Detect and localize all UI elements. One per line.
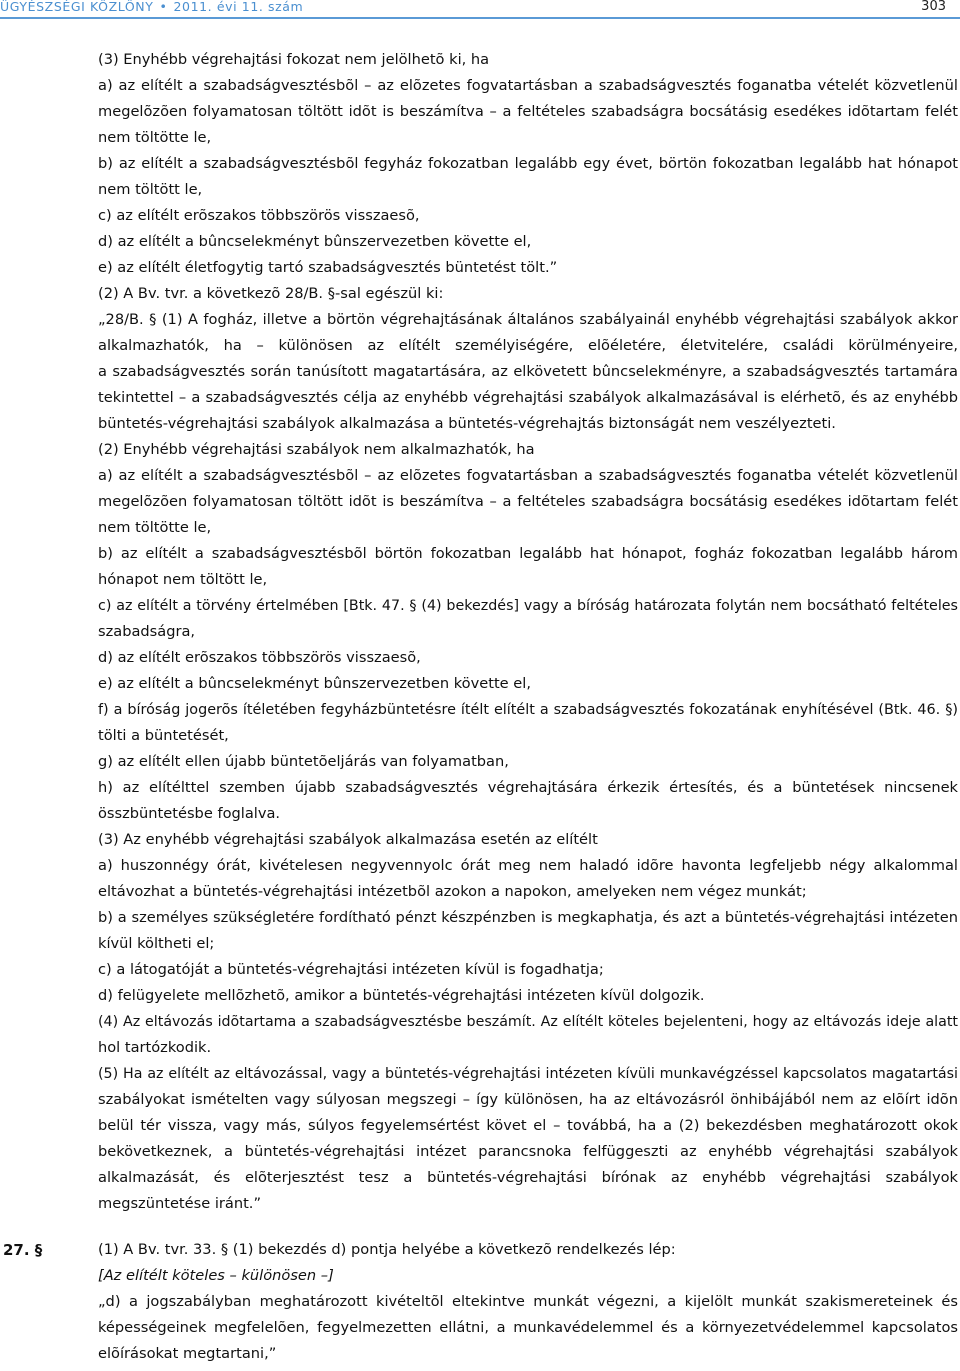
text-line: c) az elítélt a törvény értelmében [Btk. 47. § (4) bekezdés] vagy a bíróság határozata folytán nem bocsátható feltételes	[98, 598, 958, 614]
text-line: elõírásokat megtartani,”	[98, 1345, 277, 1362]
journal-title: ÜGYÉSZSÉGI KÖZLÖNY	[0, 0, 154, 14]
text-line: tekintettel – a szabadságvesztés célja az enyhébb végrehajtási szabályok alkalmazásával is elérhetõ, és az enyhébb	[98, 389, 958, 406]
bullet-separator: •	[159, 0, 168, 14]
text-line: (4) Az eltávozás idõtartama a szabadságvesztésbe beszámít. Az elítélt köteles bejelenteni, hogy az eltávozás ideje alatt	[98, 1014, 958, 1030]
text-line: szabályokat ismételten vagy súlyosan megszegi – így különösen, ha az eltávozásról önhibájából nem az elõírt idõn	[98, 1091, 958, 1108]
text-line: d) felügyelete mellõzhetõ, amikor a büntetés-végrehajtási intézeten kívül dolgozik.	[98, 987, 705, 1004]
page-number: 303	[921, 0, 946, 14]
text-line: a) huszonnégy órát, kivételesen negyvennyolc órát meg nem haladó idõre havonta legfeljebb négy alkalommal	[98, 857, 958, 874]
text-line: nem töltötte le,	[98, 129, 212, 146]
text-line: bekövetkeznek, a büntetés-végrehajtási intézet parancsnoka felfüggeszti az enyhébb végrehajtási szabályok	[98, 1143, 958, 1160]
section-number: 27. §	[3, 1241, 43, 1259]
text-line: képességeinek megfelelõen, fegyelmezetten ellátni, a munkavédelemmel és a környezetvédelemmel kapcsolatos	[98, 1319, 958, 1336]
text-line: megelõzõen folyamatosan töltött idõt is beszámítva – a feltételes szabadságra bocsátásig esedékes idõtartam felét	[98, 103, 958, 120]
text-line: h) az elítélttel szemben újabb szabadságvesztés végrehajtására érkezik értesítés, és a büntetések nincsenek	[98, 779, 958, 796]
text-line: (3) Az enyhébb végrehajtási szabályok alkalmazása esetén az elítélt	[98, 831, 598, 848]
text-line: a) az elítélt a szabadságvesztésbõl – az elõzetes fogvatartásban a szabadságvesztés foganatba vételét közvetlenül	[98, 77, 958, 94]
text-line: megelõzõen folyamatosan töltött idõt is beszámítva – a feltételes szabadságra bocsátásig esedékes idõtartam felét	[98, 493, 958, 510]
text-line: (2) A Bv. tvr. a következõ 28/B. §-sal egészül ki:	[98, 285, 444, 302]
text-line: g) az elítélt ellen újabb büntetõeljárás van folyamatban,	[98, 753, 509, 770]
text-line: alkalmazását, és elõterjesztést tesz a büntetés-végrehajtási bírónak az enyhébb végrehajtási szabályok	[98, 1169, 958, 1186]
text-line: (3) Enyhébb végrehajtási fokozat nem jelölhetõ ki, ha	[98, 51, 490, 68]
text-line: b) az elítélt a szabadságvesztésbõl fegyház fokozatban legalább egy évet, börtön fokozatban legalább hat hónapot	[98, 155, 958, 172]
text-line: (2) Enyhébb végrehajtási szabályok nem alkalmazhatók, ha	[98, 441, 535, 458]
header-rule	[0, 17, 960, 19]
text-line: d) az elítélt erõszakos többszörös visszaesõ,	[98, 649, 421, 666]
text-line: belül tér vissza, vagy más, súlyos fegyelemsértést követ el – továbbá, ha a (2) bekezdésben meghatározott okok	[98, 1117, 958, 1134]
text-line: c) az elítélt erõszakos többszörös visszaesõ,	[98, 207, 420, 224]
issue-date: 2011. évi 11. szám	[173, 0, 304, 14]
text-line: b) az elítélt a szabadságvesztésbõl börtön fokozatban legalább hat hónapot, fogház fokozatban legalább három	[98, 545, 958, 562]
text-line: b) a személyes szükségletére fordítható pénzt készpénzben is megkaphatja, és azt a büntetés-végrehajtási intézeten	[98, 909, 958, 926]
text-line: hol tartózkodik.	[98, 1039, 212, 1056]
text-line: e) az elítélt életfogytig tartó szabadságvesztés büntetést tölt.”	[98, 259, 558, 276]
text-line: f) a bíróság jogerõs ítéletében fegyházbüntetésre ítélt elítélt a szabadságvesztés fokozatának enyhítésével (Btk. 46. §)	[98, 702, 958, 718]
text-line: c) a látogatóját a büntetés-végrehajtási intézeten kívül is fogadhatja;	[98, 961, 604, 978]
text-line: kívül költheti el;	[98, 935, 215, 952]
text-line: (1) A Bv. tvr. 33. § (1) bekezdés d) pontja helyébe a következõ rendelkezés lép:	[98, 1241, 676, 1258]
text-line: tölti a büntetését,	[98, 727, 229, 744]
text-line: e) az elítélt a bûncselekményt bûnszervezetben követte el,	[98, 675, 531, 692]
text-line: [Az elítélt köteles – különösen –]	[98, 1267, 334, 1284]
text-line: a) az elítélt a szabadságvesztésbõl – az elõzetes fogvatartásban a szabadságvesztés foganatba vételét közvetlenül	[98, 467, 958, 484]
text-line: büntetés-végrehajtási szabályok alkalmazása a büntetés-végrehajtás biztonságát nem veszélyezteti.	[98, 415, 836, 432]
text-line: megszüntetése iránt.”	[98, 1195, 262, 1212]
text-line: a szabadságvesztés során tanúsított magatartására, az elkövetett bûncselekményre, a szabadságvesztés tartamára	[98, 363, 958, 380]
text-line: összbüntetésbe foglalva.	[98, 805, 281, 822]
running-head	[0, 0, 303, 14]
text-line: hónapot nem töltött le,	[98, 571, 268, 588]
text-line: „d) a jogszabályban meghatározott kivételtõl eltekintve munkát végezni, a kijelölt munkát szakismereteinek és	[98, 1293, 958, 1310]
text-line: alkalmazhatók, ha – különösen az elítélt személyiségére, elõéletére, életvitelére, családi körülményeire,	[98, 337, 958, 354]
text-line: szabadságra,	[98, 623, 196, 640]
text-line: „28/B. § (1) A fogház, illetve a börtön végrehajtásának általános szabályainál enyhébb végrehajtási szabályok akkor	[98, 311, 958, 328]
text-line: nem töltött le,	[98, 181, 203, 198]
text-line: eltávozhat a büntetés-végrehajtási intézetbõl azokon a napokon, amelyeken nem végez munkát;	[98, 883, 807, 900]
text-line: (5) Ha az elítélt az eltávozással, vagy a büntetés-végrehajtási intézeten kívüli munkavégzéssel kapcsolatos magatartási	[98, 1066, 958, 1082]
text-line: d) az elítélt a bûncselekményt bûnszervezetben követte el,	[98, 233, 532, 250]
text-line: nem töltötte le,	[98, 519, 212, 536]
